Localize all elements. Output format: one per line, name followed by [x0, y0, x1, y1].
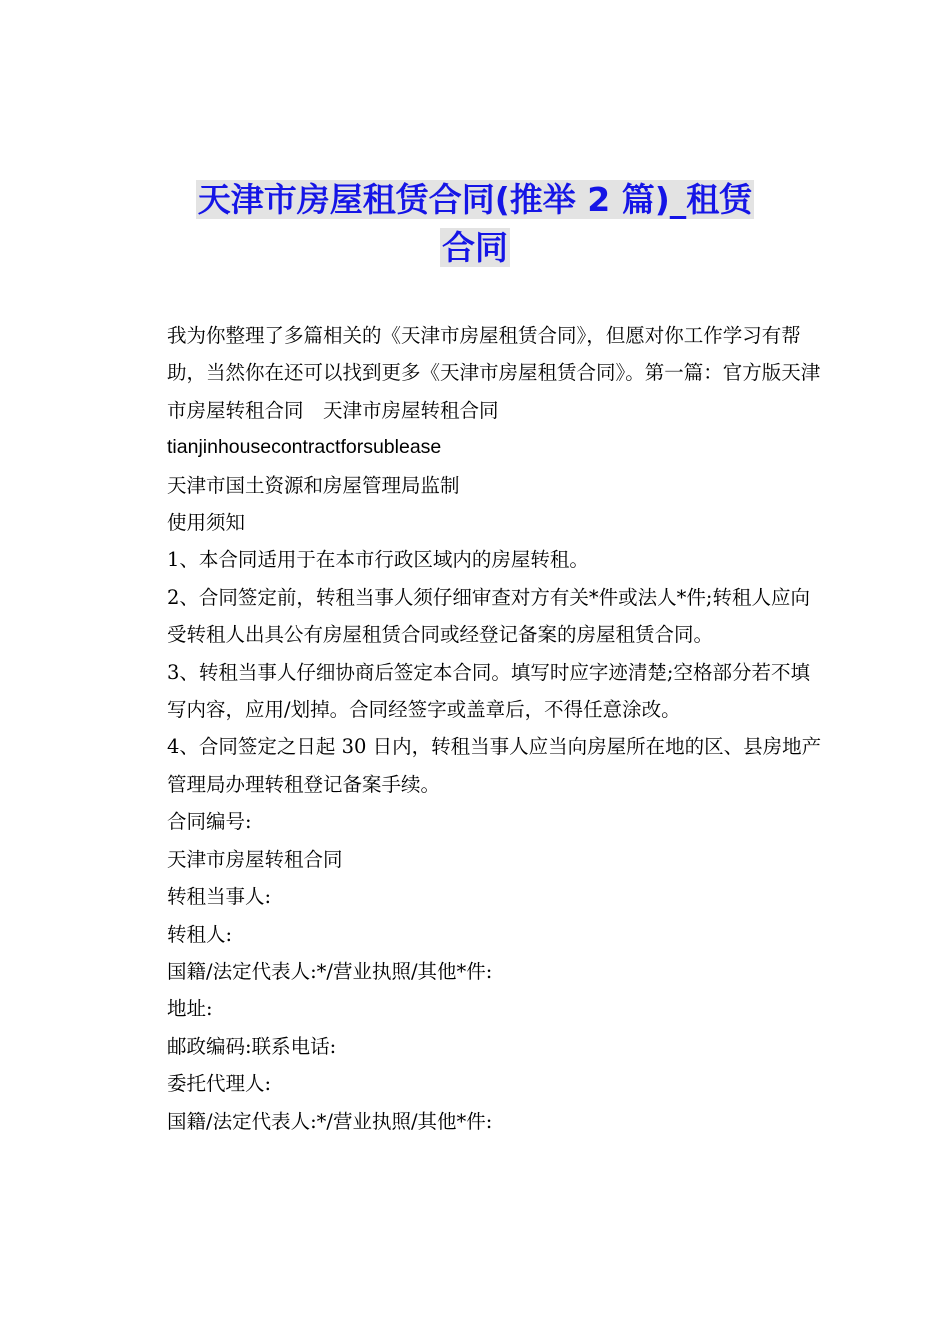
paragraph-postcode-phone: 邮政编码:联系电话: [167, 1034, 337, 1058]
paragraph-agent: 委托代理人: [167, 1072, 272, 1096]
paragraph-english-title: tianjinhousecontractforsublease [167, 436, 442, 459]
paragraph-contract-title: 天津市房屋转租合同 [167, 847, 343, 871]
title-line-2: 合同 [442, 228, 508, 267]
title-line-1: 天津市房屋租赁合同(推举 2 篇)_租赁 [197, 180, 753, 219]
paragraph-address: 地址: [167, 997, 213, 1021]
paragraph-notice-heading: 使用须知 [167, 511, 246, 535]
paragraph-notice-3: 3、转租当事人仔细协商后签定本合同。填写时应字迹清楚;空格部分若不填写内容，应用/划掉。合同经签字或盖章后，不得任意涂改。 [167, 660, 810, 722]
document-title [150, 176, 800, 272]
paragraph-nationality-1: 国籍/法定代表人:*/营业执照/其他*件: [167, 959, 493, 983]
paragraph-issuer: 天津市国土资源和房屋管理局监制 [167, 473, 460, 497]
paragraph-contract-number: 合同编号: [167, 810, 252, 834]
paragraph-notice-2: 2、合同签定前，转租当事人须仔细审查对方有关*件或法人*件;转租人应向受转租人出具公有房屋租赁合同或经登记备案的房屋租赁合同。 [167, 585, 810, 647]
paragraph-sublessor: 转租人: [167, 922, 233, 946]
paragraph-notice-4: 4、合同签定之日起 30 日内，转租当事人应当向房屋所在地的区、县房地产管理局办理转租登记备案手续。 [167, 735, 822, 796]
paragraph-nationality-2: 国籍/法定代表人:*/营业执照/其他*件: [167, 1109, 493, 1133]
paragraph-notice-1: 1、本合同适用于在本市行政区域内的房屋转租。 [167, 548, 589, 572]
paragraph-parties: 转租当事人: [167, 885, 272, 909]
document-body [145, 317, 825, 1140]
paragraph-intro: 我为你整理了多篇相关的《天津市房屋租赁合同》，但愿对你工作学习有帮助，当然你在还可以找到更多《天津市房屋租赁合同》。第一篇：官方版天津市房屋转租合同 天津市房屋转租合同 [167, 324, 821, 422]
